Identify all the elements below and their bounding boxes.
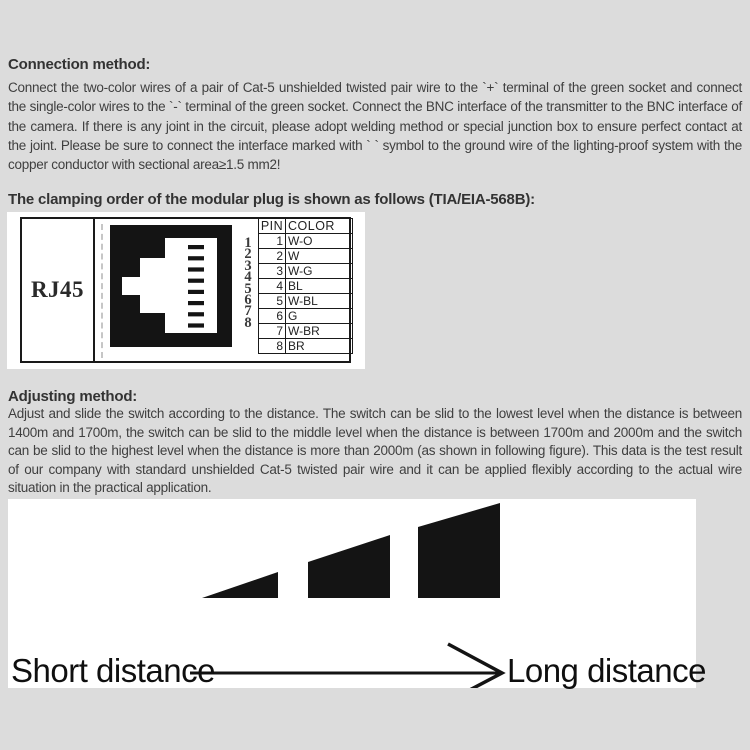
rj45-cell-divider <box>93 217 95 363</box>
table-row <box>259 309 353 324</box>
pin-cell: 2 <box>259 249 286 264</box>
long-distance-label: Long distance <box>507 652 706 689</box>
color-cell: W <box>286 249 353 264</box>
pin-number: 7 <box>244 303 252 320</box>
color-cell: W-G <box>286 264 353 279</box>
pin-number: 8 <box>244 314 252 331</box>
short-distance-label: Short distance <box>11 652 215 689</box>
color-cell: BR <box>286 339 353 354</box>
color-cell: G <box>286 309 353 324</box>
color-cell: BL <box>286 279 353 294</box>
table-row <box>259 279 353 294</box>
distance-arrow-head <box>445 644 502 688</box>
pin-color-table <box>258 218 353 354</box>
color-cell: W-BL <box>286 294 353 309</box>
pin-cell: 8 <box>259 339 286 354</box>
pin-number: 3 <box>244 257 252 274</box>
color-header-cell: COLOR <box>286 219 353 234</box>
signal-bar-medium <box>308 535 390 598</box>
signal-bar-large <box>418 503 500 598</box>
pin-cell: 5 <box>259 294 286 309</box>
pin-number-column <box>240 235 256 331</box>
ruler-tick-marks <box>101 224 103 358</box>
connection-method-heading: Connection method: <box>8 56 151 73</box>
color-cell: W-BR <box>286 324 353 339</box>
pin-number: 4 <box>244 269 252 286</box>
connection-method-paragraph: Connect the two-color wires of a pair of Cat-5 unshielded twisted pair wire to the `+` terminal of the green socket and connect the single-color wires to the `-` terminal of the green socket. Connect the BNC interface of the transmitter to the BNC interface of the camera. If there is any joint in the circuit, please adopt welding method or special junction box to ensure perfect contact at the joint. Please be sure to connect the interface marked with ` ` symbol to the ground wire of the lighting-proof system with the copper conductor with sectional area≥1.5 mm2! <box>8 80 742 173</box>
pin-cell: 7 <box>259 324 286 339</box>
pin-header-cell: PIN <box>259 219 286 234</box>
adjusting-method-heading: Adjusting method: <box>8 388 138 405</box>
rj45-label: RJ45 <box>30 277 85 302</box>
table-row <box>259 294 353 309</box>
rj45-figure <box>7 212 365 369</box>
table-row <box>259 324 353 339</box>
rj45-jack-icon <box>110 225 232 347</box>
distance-figure <box>8 499 706 689</box>
color-cell: W-O <box>286 234 353 249</box>
pin-cell: 1 <box>259 234 286 249</box>
pin-cell: 4 <box>259 279 286 294</box>
pin-number: 1 <box>244 235 252 251</box>
pin-number: 5 <box>244 280 252 297</box>
pin-cell: 6 <box>259 309 286 324</box>
table-row <box>259 264 353 279</box>
pin-number: 2 <box>244 246 252 263</box>
clamping-order-heading: The clamping order of the modular plug is shown as follows (TIA/EIA-568B): <box>8 191 535 208</box>
table-header-row <box>259 219 353 234</box>
signal-bar-small <box>202 572 278 598</box>
table-row <box>259 249 353 264</box>
pin-cell: 3 <box>259 264 286 279</box>
adjusting-method-paragraph: Adjust and slide the switch according to the distance. The switch can be slid to the lowest level when the distance is between 1400m and 1700m, the switch can be slid to the middle level when the distance is between 1700m and 2000m and the switch can be slid to the highest level when the distance is more than 2000m (as shown in following figure). This data is the test result of our company with standard unshielded Cat-5 twisted pair wire and it can be applied flexibly according to the actual wire situation in the practical application. <box>8 406 742 496</box>
table-row <box>259 339 353 354</box>
pin-number: 6 <box>244 291 252 308</box>
table-row <box>259 234 353 249</box>
